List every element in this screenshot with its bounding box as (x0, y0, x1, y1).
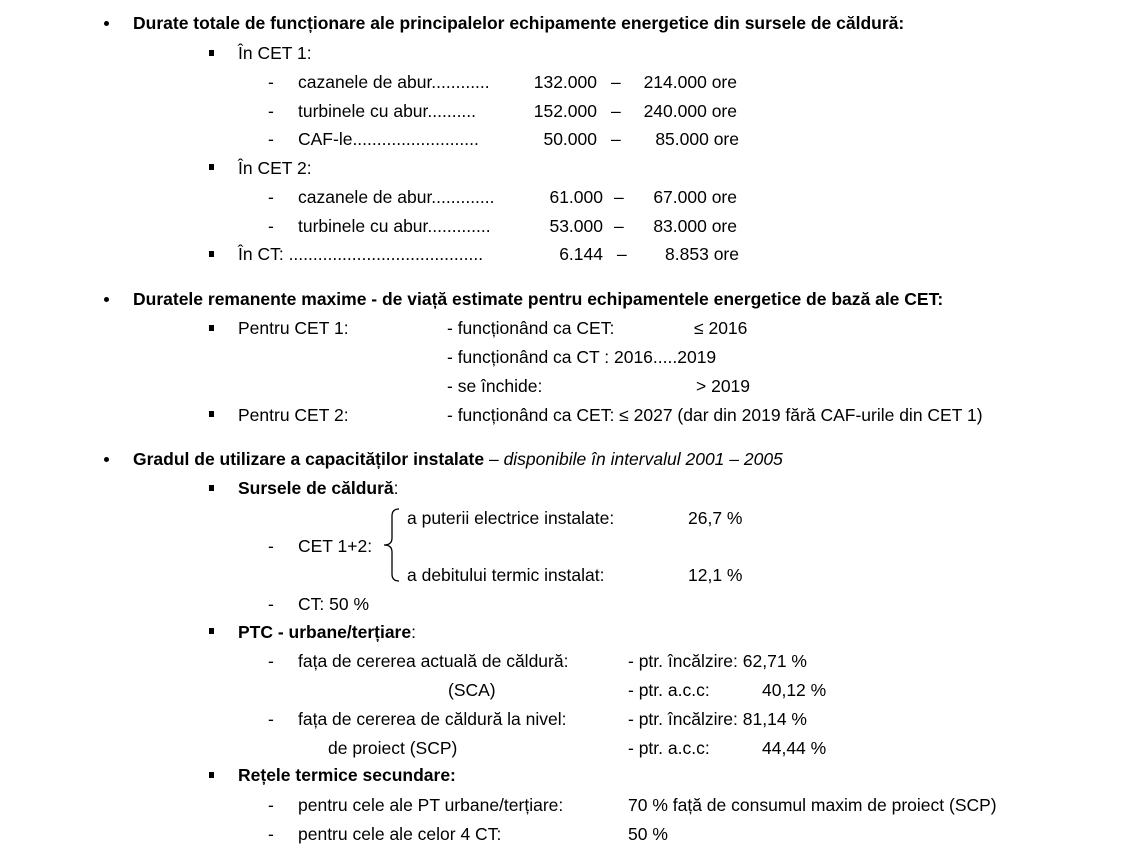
range-sep: – (611, 129, 621, 149)
text-line: CT: 50 % (298, 594, 369, 614)
text-value: - ptr. a.c.c: (628, 680, 710, 700)
colon: : (393, 478, 399, 498)
text-value: - ptr. a.c.c: (628, 738, 710, 758)
dash: - (268, 216, 274, 236)
subheading: Pentru CET 1: (238, 318, 349, 338)
value-from: 152.000 (533, 101, 597, 121)
dash: - (268, 824, 274, 844)
text-line: pentru cele ale PT urbane/terțiare: (298, 795, 564, 815)
subheading (238, 478, 399, 498)
square-bullet (209, 251, 214, 257)
subheading-bold: Sursele de căldură (238, 478, 394, 498)
text-value: ≤ 2016 (694, 318, 748, 338)
item-label: CAF-le.......................... (298, 129, 479, 149)
bullet (104, 457, 109, 462)
value-to: 85.000 ore (655, 129, 739, 149)
text-value: - ptr. încălzire: 81,14 % (628, 709, 807, 729)
square-bullet (209, 772, 214, 778)
square-bullet (209, 485, 214, 491)
metric-value: 12,1 % (688, 565, 743, 585)
section-heading: Durate totale de funcționare ale principalelor echipamente energetice din sursele de căldură: (133, 13, 905, 33)
group-label: CET 1+2: (298, 536, 373, 556)
text-line: - funcționând ca CT : 2016.....2019 (447, 347, 717, 367)
range-sep: – (614, 216, 624, 236)
metric-value: 26,7 % (688, 508, 743, 528)
value-to: 214.000 ore (643, 72, 737, 92)
text-line: fața de cererea actuală de căldură: (298, 651, 569, 671)
text-line: de proiect (SCP) (328, 738, 458, 758)
value-from: 132.000 (533, 72, 597, 92)
heading-dash: – (484, 449, 504, 469)
text-value: > 2019 (696, 376, 751, 396)
subheading: În CET 1: (238, 43, 312, 63)
subheading-bold: PTC - urbane/terțiare (238, 622, 412, 642)
value-from: 61.000 (549, 187, 603, 207)
metric-label: a debitului termic instalat: (407, 565, 605, 585)
colon: : (411, 622, 416, 642)
text-value: 44,44 % (762, 738, 827, 758)
value-to: 67.000 ore (653, 187, 737, 207)
subheading: În CET 2: (238, 158, 312, 178)
subheading (238, 622, 416, 642)
curly-brace (382, 507, 402, 583)
subheading: În CT: ........................................ (238, 244, 484, 264)
dash: - (268, 129, 274, 149)
subheading: Rețele termice secundare: (238, 765, 456, 785)
item-label: turbinele cu abur.......... (298, 101, 477, 121)
value-to: 83.000 ore (653, 216, 737, 236)
value-to: 240.000 ore (643, 101, 737, 121)
value-from: 6.144 (559, 244, 603, 264)
section-heading: Duratele remanente maxime - de viață estimate pentru echipamentele energetice de bază ale CET: (133, 289, 944, 309)
item-label: cazanele de abur............. (298, 187, 495, 207)
text-value: 40,12 % (762, 680, 827, 700)
text-line: - funcționând ca CET: ≤ 2027 (dar din 2019 fără CAF-urile din CET 1) (447, 405, 983, 425)
text-line: fața de cererea de căldură la nivel: (298, 709, 567, 729)
range-sep: – (617, 244, 627, 264)
text-line: - funcționând ca CET: (447, 318, 615, 338)
heading-bold: Gradul de utilizare a capacităților instalate (133, 449, 485, 469)
range-sep: – (611, 72, 621, 92)
text-value: - ptr. încălzire: 62,71 % (628, 651, 807, 671)
square-bullet (209, 164, 214, 170)
text-line: pentru cele ale celor 4 CT: (298, 824, 502, 844)
item-label: cazanele de abur............ (298, 72, 490, 92)
metric-label: a puterii electrice instalate: (407, 508, 615, 528)
bullet (104, 21, 109, 26)
dash: - (268, 795, 274, 815)
text-line: - se închide: (447, 376, 543, 396)
item-label: turbinele cu abur............. (298, 216, 491, 236)
value-to: 8.853 ore (665, 244, 739, 264)
dash: - (268, 651, 274, 671)
dash: - (268, 72, 274, 92)
square-bullet (209, 50, 214, 56)
range-sep: – (614, 187, 624, 207)
heading-italic: disponibile în intervalul 2001 – 2005 (503, 449, 783, 469)
value-from: 53.000 (549, 216, 603, 236)
dash: - (268, 187, 274, 207)
text-value: 50 % (628, 824, 668, 844)
square-bullet (209, 325, 214, 331)
dash: - (268, 709, 274, 729)
value-from: 50.000 (543, 129, 597, 149)
dash: - (268, 101, 274, 121)
dash: - (268, 536, 274, 556)
section-heading (133, 449, 783, 469)
square-bullet (209, 628, 214, 634)
text-value: 70 % față de consumul maxim de proiect (SCP) (628, 795, 997, 815)
range-sep: – (611, 101, 621, 121)
bullet (104, 297, 109, 302)
dash: - (268, 594, 274, 614)
square-bullet (209, 411, 214, 417)
subheading: Pentru CET 2: (238, 405, 349, 425)
text-line: (SCA) (448, 680, 496, 700)
